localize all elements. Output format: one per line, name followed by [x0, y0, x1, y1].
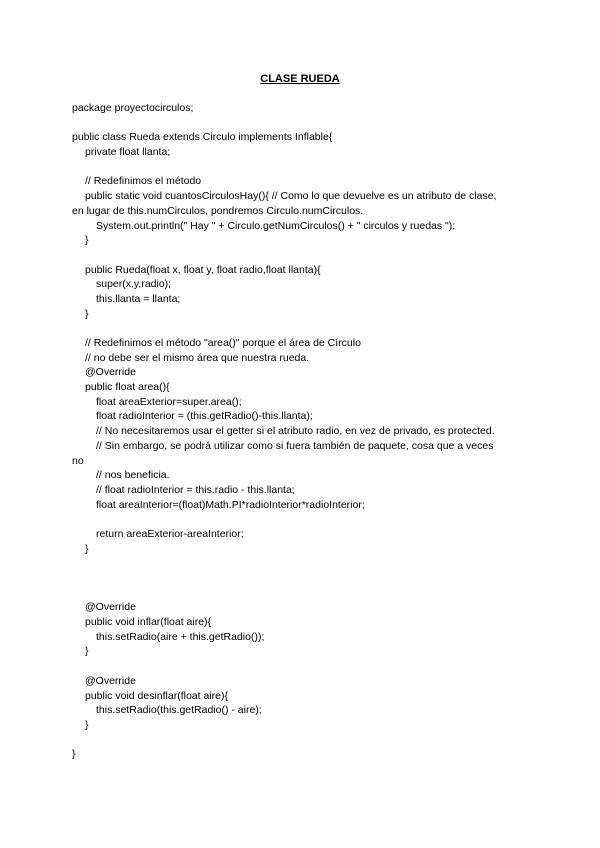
- code-line: this.setRadio(aire + this.getRadio());: [96, 630, 265, 643]
- document-title: CLASE RUEDA: [260, 73, 340, 85]
- code-line: [72, 321, 527, 336]
- code-line: float areaExterior=super.area();: [96, 395, 242, 408]
- code-line: // Redefinimos el método: [85, 175, 202, 188]
- code-line: public class Rueda extends Circulo implements Inflable{: [72, 131, 333, 144]
- code-line: package proyectocirculos;: [72, 102, 194, 114]
- code-line: @Override: [85, 601, 136, 614]
- code-line: public static void cuantosCirculosHay(){ // Como lo que devuelve es un atributo de clase,: [85, 190, 497, 203]
- code-line: public void inflar(float aire){: [85, 616, 212, 629]
- code-line: this.llanta = llanta;: [96, 292, 181, 305]
- code-line: [72, 586, 527, 601]
- code-line: // No necesitaremos usar el getter si el atributo radio, en vez de privado, es protected.: [96, 425, 495, 438]
- code-line: [72, 248, 527, 263]
- code-line: }: [72, 748, 76, 761]
- code-line: [72, 556, 527, 571]
- code-line: no: [72, 454, 84, 467]
- code-line: en lugar de this.numCirculos, pondremos Circulo.numCirculos.: [72, 204, 364, 217]
- code-line: this.setRadio(this.getRadio() - aire);: [96, 704, 262, 717]
- code-line: [72, 571, 527, 586]
- code-line: return areaExterior-areaInterior;: [96, 527, 244, 540]
- code-line: [72, 659, 527, 674]
- code-line: }: [85, 718, 89, 731]
- code-line: float radioInterior = (this.getRadio()-this.llanta);: [96, 410, 313, 423]
- code-line: @Override: [85, 674, 136, 687]
- code-line: }: [85, 234, 89, 247]
- code-line: System.out.println(" Hay " + Circulo.getNumCirculos() + " circulos y ruedas ");: [96, 219, 456, 232]
- code-line: // float radioInterior = this.radio - this.llanta;: [96, 483, 295, 496]
- code-line: public Rueda(float x, float y, float radio,float llanta){: [85, 263, 321, 276]
- code-line: }: [85, 542, 89, 555]
- code-line: public void desinflar(float aire){: [85, 689, 228, 702]
- code-line: [72, 512, 527, 527]
- code-line: [72, 733, 527, 748]
- code-line: // Redefinimos el método "area()" porque el área de Círculo: [85, 337, 361, 349]
- code-line: }: [85, 307, 89, 320]
- code-listing: [72, 101, 527, 762]
- code-line: }: [85, 645, 89, 658]
- code-line: // no debe ser el mismo área que nuestra rueda.: [85, 351, 310, 364]
- code-line: @Override: [85, 366, 136, 379]
- code-line: public float area(){: [85, 381, 170, 394]
- code-line: super(x,y,radio);: [96, 278, 172, 291]
- code-line: [72, 116, 527, 131]
- code-line: // nos beneficia.: [96, 469, 170, 482]
- code-line: private float llanta;: [85, 146, 171, 159]
- code-line: // Sin embargo, se podrá utilizar como si fuera también de paquete, cosa que a veces: [96, 439, 494, 452]
- code-line: [72, 160, 527, 175]
- code-line: float areaInterior=(float)Math.PI*radioInterior*radioInterior;: [96, 498, 365, 511]
